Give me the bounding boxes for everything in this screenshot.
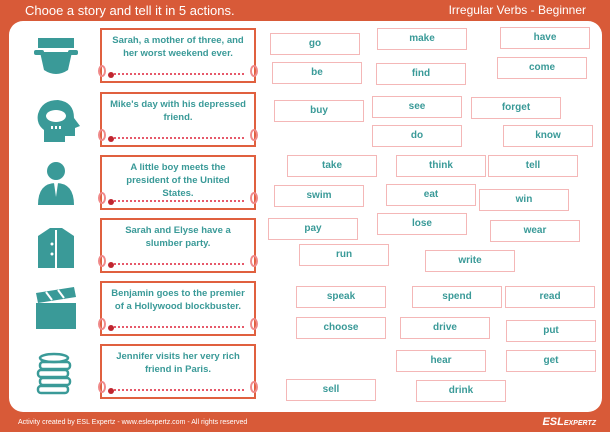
verb-card-win[interactable]: win <box>479 189 569 211</box>
verb-card-choose[interactable]: choose <box>296 317 386 339</box>
footer-credit: Activity created by ESL Expertz - www.eslexpertz.com - All rights reserved <box>18 419 248 426</box>
dot-marker <box>108 199 114 205</box>
dotted-line <box>110 200 244 202</box>
verb-card-pay[interactable]: pay <box>268 218 358 240</box>
ticket-notch <box>98 381 106 393</box>
ticket-notch <box>98 65 106 77</box>
verb-card-be[interactable]: be <box>272 62 362 84</box>
head-rain-cloud-icon <box>30 96 82 144</box>
verb-card-make[interactable]: make <box>377 28 467 50</box>
businessman-icon <box>30 159 82 207</box>
verb-card-tell[interactable]: tell <box>488 155 578 177</box>
verb-card-write[interactable]: write <box>425 250 515 272</box>
verb-card-take[interactable]: take <box>287 155 377 177</box>
verb-card-run[interactable]: run <box>299 244 389 266</box>
story-text: Benjamin goes to the premier of a Hollywood blockbuster. <box>111 288 245 312</box>
dotted-line <box>110 137 244 139</box>
dotted-line <box>110 389 244 391</box>
story-card[interactable] <box>100 218 256 273</box>
verb-card-hear[interactable]: hear <box>396 350 486 372</box>
verb-card-find[interactable]: find <box>376 63 466 85</box>
verb-card-put[interactable]: put <box>506 320 596 342</box>
ticket-notch <box>250 255 258 267</box>
verb-card-know[interactable]: know <box>503 125 593 147</box>
dot-marker <box>108 262 114 268</box>
verb-card-sell[interactable]: sell <box>286 379 376 401</box>
verb-card-read[interactable]: read <box>505 286 595 308</box>
dotted-line <box>110 73 244 75</box>
pajamas-icon <box>30 222 82 270</box>
page-subtitle: Irregular Verbs - Beginner <box>448 3 586 17</box>
story-text: Mike's day with his depressed friend. <box>110 99 246 123</box>
verb-card-wear[interactable]: wear <box>490 220 580 242</box>
clapperboard-icon <box>30 285 82 333</box>
story-text: Sarah and Elyse have a slumber party. <box>125 225 231 249</box>
diaper-icon <box>30 32 82 80</box>
verb-card-go[interactable]: go <box>270 33 360 55</box>
story-card[interactable] <box>100 344 256 399</box>
dot-marker <box>108 325 114 331</box>
story-text: A little boy meets the president of the United States. <box>126 162 230 199</box>
dot-marker <box>108 136 114 142</box>
story-card[interactable] <box>100 281 256 336</box>
verb-card-lose[interactable]: lose <box>377 213 467 235</box>
dotted-line <box>110 326 244 328</box>
verb-card-drive[interactable]: drive <box>400 317 490 339</box>
story-card[interactable] <box>100 28 256 83</box>
ticket-notch <box>250 192 258 204</box>
story-text: Jennifer visits her very rich friend in Paris. <box>116 351 240 375</box>
dotted-line <box>110 263 244 265</box>
ticket-notch <box>250 65 258 77</box>
dot-marker <box>108 388 114 394</box>
verb-card-have[interactable]: have <box>500 27 590 49</box>
verb-card-get[interactable]: get <box>506 350 596 372</box>
verb-card-drink[interactable]: drink <box>416 380 506 402</box>
page-title: Chooe a story and tell it in 5 actions. <box>25 3 235 18</box>
ticket-notch <box>98 192 106 204</box>
verb-card-swim[interactable]: swim <box>274 185 364 207</box>
verb-card-see[interactable]: see <box>372 96 462 118</box>
ticket-notch <box>250 318 258 330</box>
coins-icon <box>30 348 82 396</box>
ticket-notch <box>250 129 258 141</box>
brand-logo: ESLEXPERTZ <box>542 416 596 428</box>
ticket-notch <box>250 381 258 393</box>
verb-card-eat[interactable]: eat <box>386 184 476 206</box>
verb-card-forget[interactable]: forget <box>471 97 561 119</box>
verb-card-buy[interactable]: buy <box>274 100 364 122</box>
story-card[interactable] <box>100 155 256 210</box>
ticket-notch <box>98 129 106 141</box>
verb-card-come[interactable]: come <box>497 57 587 79</box>
story-text: Sarah, a mother of three, and her worst weekend ever. <box>112 35 244 59</box>
ticket-notch <box>98 255 106 267</box>
ticket-notch <box>98 318 106 330</box>
verb-card-think[interactable]: think <box>396 155 486 177</box>
story-card[interactable] <box>100 92 256 147</box>
verb-card-do[interactable]: do <box>372 125 462 147</box>
verb-card-spend[interactable]: spend <box>412 286 502 308</box>
dot-marker <box>108 72 114 78</box>
verb-card-speak[interactable]: speak <box>296 286 386 308</box>
